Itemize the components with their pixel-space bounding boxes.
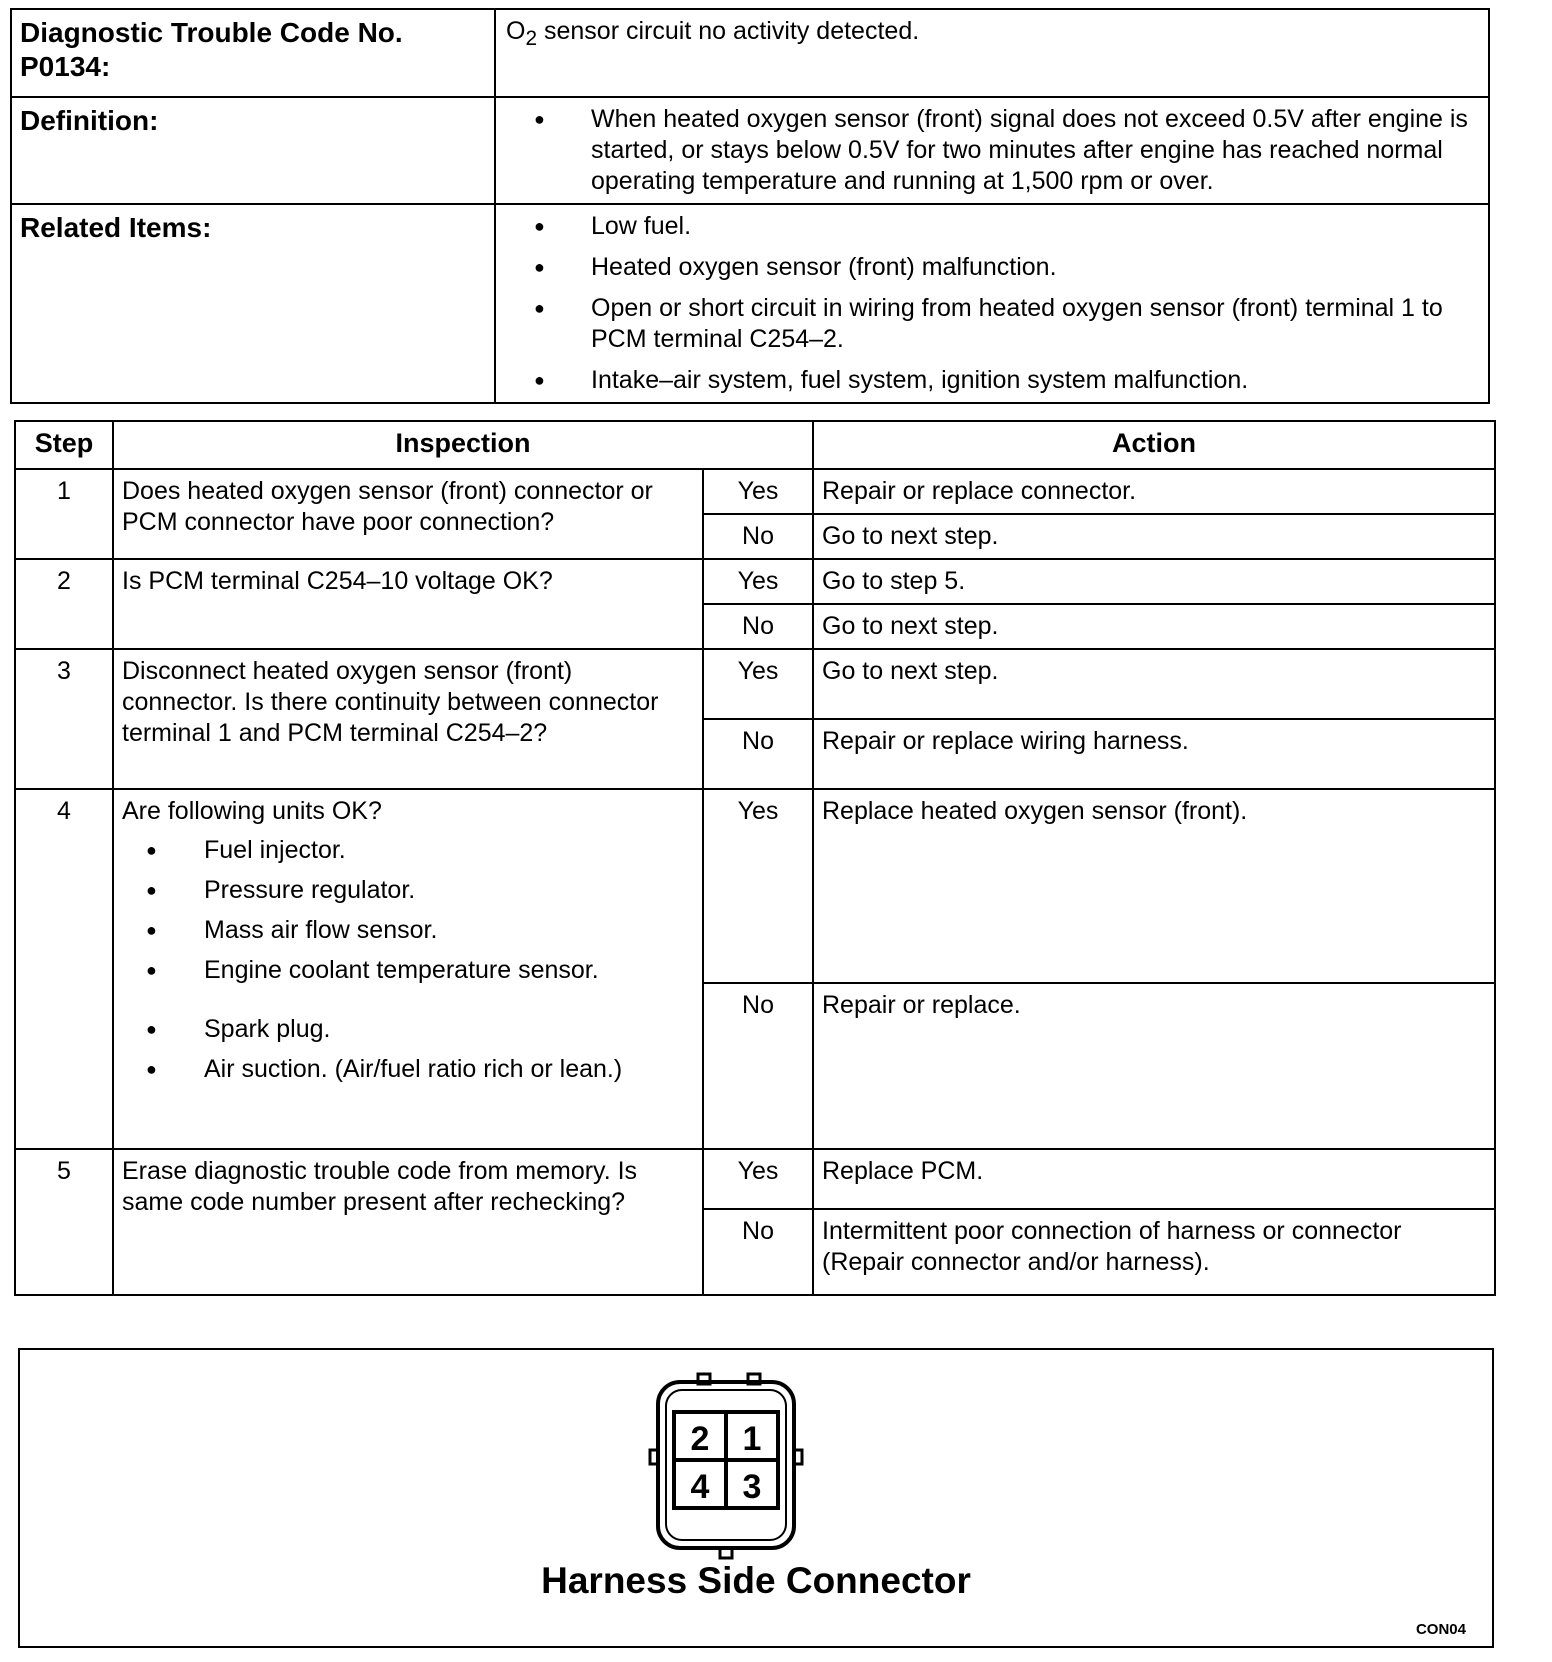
related-item: ● Low fuel. (506, 211, 1478, 242)
no-action: Go to next step. (813, 514, 1495, 559)
unit-item: ● Spark plug. (122, 1014, 694, 1045)
unit-item: ● Air suction. (Air/fuel ratio rich or lean.) (122, 1054, 694, 1085)
yes-action: Repair or replace connector. (813, 469, 1495, 514)
step-number: 5 (15, 1149, 113, 1295)
definition-list (506, 104, 1478, 197)
dtc-desc-pre: O (506, 17, 526, 45)
connector-panel (18, 1348, 1494, 1648)
pin-label: 2 (690, 1420, 710, 1458)
col-header-action: Action (813, 421, 1495, 469)
no-label: No (703, 1209, 813, 1295)
definition-cell (495, 97, 1489, 204)
inspection-text: Is PCM terminal C254–10 voltage OK? (113, 559, 703, 649)
dtc-desc-post: sensor circuit no activity detected. (537, 17, 920, 45)
yes-label: Yes (703, 559, 813, 604)
related-item: ● Heated oxygen sensor (front) malfunction. (506, 252, 1478, 283)
yes-label: Yes (703, 789, 813, 983)
yes-action: Replace heated oxygen sensor (front). (813, 789, 1495, 983)
inspection-text: Are following units OK? (122, 797, 382, 825)
related-item: ● Open or short circuit in wiring from heated oxygen sensor (front) terminal 1 to PCM terminal C254–2. (506, 293, 1478, 355)
no-label: No (703, 604, 813, 649)
yes-action: Go to step 5. (813, 559, 1495, 604)
inspection-text: Does heated oxygen sensor (front) connector or PCM connector have poor connection? (113, 469, 703, 559)
no-action: Repair or replace wiring harness. (813, 719, 1495, 789)
unit-item: ● Engine coolant temperature sensor. (122, 955, 694, 986)
no-label: No (703, 983, 813, 1149)
related-items-cell (495, 204, 1489, 403)
yes-label: Yes (703, 649, 813, 719)
pin-label: 4 (690, 1468, 710, 1506)
step-number: 4 (15, 789, 113, 1149)
no-action: Repair or replace. (813, 983, 1495, 1149)
step-number: 2 (15, 559, 113, 649)
figure-code: CON04 (1415, 1621, 1466, 1638)
steps-table (14, 420, 1496, 1296)
related-item: ● Intake–air system, fuel system, ignition system malfunction. (506, 365, 1478, 396)
yes-action: Replace PCM. (813, 1149, 1495, 1209)
no-label: No (703, 719, 813, 789)
dtc-desc-sub: 2 (525, 27, 538, 50)
unit-item: ● Fuel injector. (122, 835, 694, 866)
related-items-label: Related Items: (11, 204, 495, 403)
pin-label: 3 (742, 1468, 762, 1506)
inspection-cell (113, 789, 703, 1149)
connector-caption: Harness Side Connector (541, 1560, 971, 1601)
col-header-step: Step (15, 421, 113, 469)
col-header-inspection: Inspection (113, 421, 813, 469)
related-items-list (506, 211, 1478, 396)
unit-item: ● Mass air flow sensor. (122, 915, 694, 946)
inspection-units-list (122, 835, 694, 1085)
step-number: 3 (15, 649, 113, 789)
definition-label: Definition: (11, 97, 495, 204)
unit-item: ● Pressure regulator. (122, 875, 694, 906)
no-action: Intermittent poor connection of harness or connector (Repair connector and/or harness). (813, 1209, 1495, 1295)
pin-label: 1 (742, 1420, 762, 1458)
yes-label: Yes (703, 1149, 813, 1209)
no-label: No (703, 514, 813, 559)
yes-label: Yes (703, 469, 813, 514)
step-number: 1 (15, 469, 113, 559)
connector-diagram (648, 1372, 838, 1562)
inspection-text: Disconnect heated oxygen sensor (front) connector. Is there continuity between connector terminal 1 and PCM terminal C254–2? (113, 649, 703, 789)
dtc-header-table (10, 8, 1490, 404)
dtc-description (495, 9, 1489, 97)
inspection-text: Erase diagnostic trouble code from memory. Is same code number present after rechecking? (113, 1149, 703, 1295)
yes-action: Go to next step. (813, 649, 1495, 719)
dtc-label: Diagnostic Trouble Code No. P0134: (11, 9, 495, 97)
no-action: Go to next step. (813, 604, 1495, 649)
definition-item: ● When heated oxygen sensor (front) signal does not exceed 0.5V after engine is started, or stays below 0.5V for two minutes after engine has reached normal operating temperature and running at 1,500 rpm or over. (506, 104, 1478, 197)
